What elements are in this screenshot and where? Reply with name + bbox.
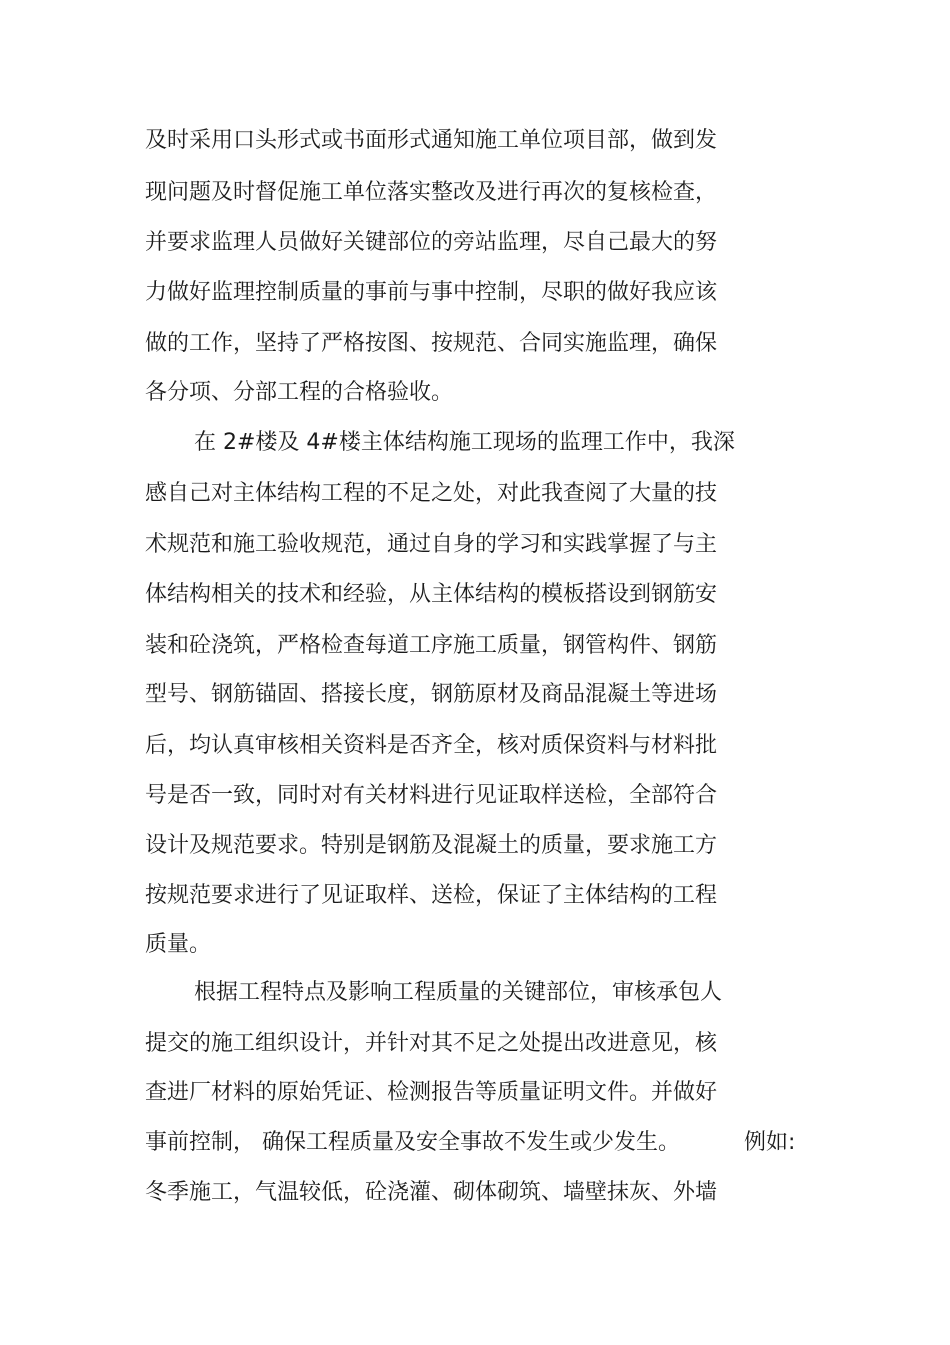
text-line: 现问题及时督促施工单位落实整改及进行再次的复核检查， — [145, 180, 718, 205]
text-line: 后，均认真审核相关资料是否齐全，核对质保资料与材料批 — [145, 733, 718, 758]
text-line: 感自己对主体结构工程的不足之处，对此我查阅了大量的技 — [145, 481, 718, 506]
text-line: 装和砼浇筑，严格检查每道工序施工质量，钢管构件、钢筋 — [145, 633, 718, 658]
text-line: 并要求监理人员做好关键部位的旁站监理，尽自己最大的努 — [145, 230, 718, 255]
text-line: 设计及规范要求。特别是钢筋及混凝土的质量，要求施工方 — [145, 833, 718, 858]
text-line: 提交的施工组织设计，并针对其不足之处提出改进意见，核 — [145, 1031, 718, 1056]
text-line: 各分项、分部工程的合格验收。 — [145, 380, 454, 405]
text-line: 号是否一致，同时对有关材料进行见证取样送检，全部符合 — [145, 783, 718, 808]
text-line: 冬季施工，气温较低，砼浇灌、砌体砌筑、墙壁抹灰、外墙 — [145, 1180, 718, 1205]
text-line: 按规范要求进行了见证取样、送检，保证了主体结构的工程 — [145, 883, 718, 908]
text-line: 事前控制， 确保工程质量及安全事故不发生或少发生。 — [145, 1130, 680, 1155]
paragraph-start-line: 在 2#楼及 4#楼主体结构施工现场的监理工作中，我深 — [194, 430, 735, 455]
text-line-tail: 例如: — [744, 1130, 796, 1155]
text-line: 型号、钢筋锚固、搭接长度，钢筋原材及商品混凝土等进场 — [145, 682, 718, 707]
text-line: 查进厂材料的原始凭证、检测报告等质量证明文件。并做好 — [145, 1080, 718, 1105]
text-line: 术规范和施工验收规范，通过自身的学习和实践掌握了与主 — [145, 532, 718, 557]
text-line: 力做好监理控制质量的事前与事中控制，尽职的做好我应该 — [145, 280, 718, 305]
text-line: 质量。 — [145, 932, 212, 957]
text-line: 做的工作，坚持了严格按图、按规范、合同实施监理，确保 — [145, 331, 718, 356]
text-line: 及时采用口头形式或书面形式通知施工单位项目部，做到发 — [145, 128, 718, 153]
paragraph-start-line: 根据工程特点及影响工程质量的关键部位，审核承包人 — [194, 980, 723, 1005]
text-line: 体结构相关的技术和经验，从主体结构的模板搭设到钢筋安 — [145, 582, 718, 607]
